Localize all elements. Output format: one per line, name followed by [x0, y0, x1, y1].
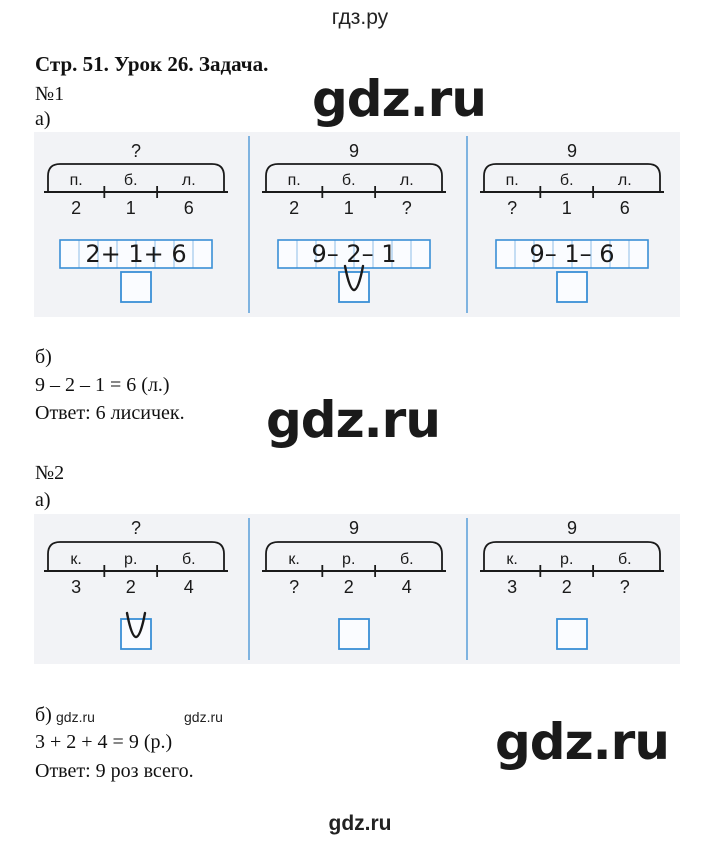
watermark-top: гдз.ру: [331, 6, 389, 29]
task2-part-b: б): [35, 704, 52, 726]
task2-part-label: к.: [506, 551, 518, 568]
task2-total-label: ?: [130, 518, 142, 538]
task2-part-value: 4: [401, 577, 412, 597]
task1-expression: 9– 1– 6: [529, 240, 615, 268]
task2-diagram-svg: [34, 514, 680, 664]
task2-part-label: р.: [342, 551, 356, 568]
task1-part-value: ?: [401, 198, 412, 218]
task1-part-label: л.: [617, 172, 632, 189]
task1-part-a: а): [35, 108, 51, 130]
task1-diagram-panel: [34, 132, 680, 317]
task2-part-label: р.: [560, 551, 574, 568]
watermark-small-2: gdz.ru: [184, 709, 223, 725]
watermark-big-2: gdz.ru: [266, 391, 440, 449]
task1-answer-box: [557, 272, 587, 302]
task1-part-value: 1: [343, 198, 354, 218]
task1-part-label: б.: [341, 172, 356, 189]
task1-part-value: 1: [125, 198, 136, 218]
task1-total-label: ?: [130, 141, 142, 161]
task1-diagram-3: [480, 141, 664, 302]
task1-diagram-2: [262, 141, 446, 302]
task2-part-value: ?: [619, 577, 630, 597]
task1-number: №1: [35, 83, 65, 105]
task1-part-b: б): [35, 346, 52, 368]
task2-part-value: 3: [507, 577, 518, 597]
task2-part-a: а): [35, 489, 51, 511]
page-title: Стр. 51. Урок 26. Задача.: [35, 52, 269, 76]
task2-part-label: б.: [399, 551, 414, 568]
task2-part-value: ?: [289, 577, 300, 597]
task1-part-value: 1: [561, 198, 572, 218]
task2-part-value: 2: [561, 577, 572, 597]
task1-answer: Ответ: 6 лисичек.: [35, 402, 185, 424]
task1-answer-box: [121, 272, 151, 302]
task2-part-label: к.: [288, 551, 300, 568]
task1-part-label: б.: [123, 172, 138, 189]
task1-answer-box: [339, 272, 369, 302]
task1-total-label: 9: [566, 141, 578, 161]
task2-answer-box: [121, 619, 151, 649]
task1-part-value: 2: [289, 198, 300, 218]
task2-answer-box: [339, 619, 369, 649]
task2-diagram-panel: [34, 514, 680, 664]
watermark-bottom: gdz.ru: [328, 812, 392, 835]
task2-answer: Ответ: 9 роз всего.: [35, 760, 194, 782]
task1-part-value: 2: [71, 198, 82, 218]
task2-total-label: 9: [566, 518, 578, 538]
task1-part-label: п.: [505, 172, 519, 189]
task1-part-label: л.: [181, 172, 196, 189]
task1-part-label: б.: [559, 172, 574, 189]
task2-part-value: 2: [125, 577, 136, 597]
task1-diagram-1: [44, 141, 228, 302]
task2-total-label: 9: [348, 518, 360, 538]
task2-diagram-3: [480, 518, 664, 649]
task2-part-label: б.: [181, 551, 196, 568]
task1-expression: 9– 2– 1: [311, 240, 397, 268]
watermark-big-1: gdz.ru: [312, 70, 486, 128]
task1-expression: 2+ 1+ 6: [85, 240, 187, 268]
task2-part-value: 2: [343, 577, 354, 597]
task2-solution: 3 + 2 + 4 = 9 (р.): [35, 731, 173, 753]
task2-part-label: к.: [70, 551, 82, 568]
task2-diagram-1: [44, 518, 228, 649]
task2-number: №2: [35, 462, 65, 484]
watermark-small-1: gdz.ru: [56, 709, 95, 725]
task2-diagram-2: [262, 518, 446, 649]
task1-part-value: 6: [183, 198, 194, 218]
task1-part-label: л.: [399, 172, 414, 189]
task1-diagram-svg: [34, 132, 680, 317]
task1-solution: 9 – 2 – 1 = 6 (л.): [35, 374, 170, 396]
task2-part-value: 4: [183, 577, 194, 597]
task1-part-label: п.: [69, 172, 83, 189]
task1-part-value: ?: [507, 198, 518, 218]
task1-total-label: 9: [348, 141, 360, 161]
task1-part-value: 6: [619, 198, 630, 218]
task1-part-label: п.: [287, 172, 301, 189]
watermark-big-3: gdz.ru: [495, 713, 669, 771]
task2-answer-box: [557, 619, 587, 649]
task2-part-label: б.: [617, 551, 632, 568]
task2-part-value: 3: [71, 577, 82, 597]
task2-part-label: р.: [124, 551, 138, 568]
